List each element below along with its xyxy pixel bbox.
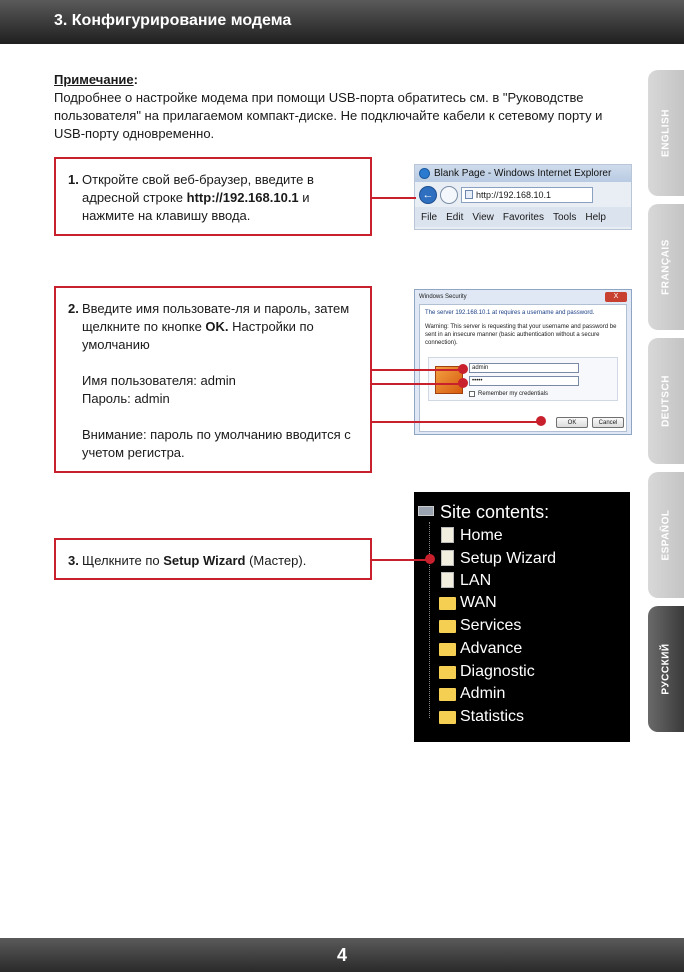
warning-text: Внимание: пароль по умолчанию вводится с учетом регистра. bbox=[82, 427, 351, 460]
folder-icon bbox=[439, 666, 456, 679]
tab-label: ENGLISH bbox=[660, 109, 672, 157]
browser-nav bbox=[415, 182, 631, 207]
connector-line bbox=[372, 369, 464, 371]
note-heading-text: Примечание bbox=[54, 72, 134, 87]
menu-view[interactable]: View bbox=[472, 211, 494, 223]
site-contents-title: Site contents: bbox=[440, 502, 550, 522]
site-item-statistics[interactable]: Statistics bbox=[460, 708, 525, 725]
connector-line bbox=[372, 421, 542, 423]
connector-line bbox=[372, 383, 464, 385]
close-icon[interactable]: X bbox=[605, 292, 627, 302]
page-icon bbox=[441, 550, 454, 566]
site-item-services[interactable]: Services bbox=[460, 617, 522, 634]
step-number: 2. bbox=[68, 301, 79, 316]
page-icon bbox=[465, 190, 473, 199]
tree-root-icon bbox=[418, 506, 434, 516]
folder-icon bbox=[439, 688, 456, 701]
site-item-advance[interactable]: Advance bbox=[460, 640, 523, 657]
page-number: 4 bbox=[336, 945, 347, 965]
tab-english[interactable] bbox=[648, 70, 684, 196]
header-bar bbox=[0, 0, 684, 44]
tab-espanol[interactable] bbox=[648, 472, 684, 598]
connector-dot bbox=[536, 416, 546, 426]
connector-dot bbox=[458, 364, 468, 374]
section-title: 3. Конфигурирование модема bbox=[54, 12, 292, 29]
browser-window bbox=[414, 164, 632, 230]
connector-line bbox=[372, 559, 428, 561]
note-heading bbox=[54, 72, 138, 87]
folder-icon bbox=[439, 597, 456, 610]
page-icon bbox=[441, 572, 454, 588]
step-setup-wizard: Setup Wizard bbox=[163, 553, 246, 568]
checkbox-icon[interactable] bbox=[469, 391, 475, 397]
dialog-warning: Warning: This server is requesting that your username and password be sent in an insecure manner (basic authentication without a secure connection). bbox=[425, 324, 617, 346]
step-text bbox=[82, 171, 360, 225]
step-number: 1. bbox=[68, 172, 79, 187]
site-contents-panel bbox=[414, 492, 630, 742]
tab-russian[interactable] bbox=[648, 606, 684, 732]
back-icon[interactable]: ← bbox=[419, 186, 437, 204]
step-text-b: и нажмите на клавишу ввода. bbox=[82, 190, 310, 223]
tab-label: FRANÇAIS bbox=[660, 239, 672, 295]
tab-label: DEUTSCH bbox=[660, 375, 672, 427]
folder-icon bbox=[439, 620, 456, 633]
password-line: Пароль: admin bbox=[82, 391, 170, 406]
dialog-title: Windows Security bbox=[419, 293, 467, 300]
address-bar[interactable] bbox=[461, 187, 593, 203]
site-item-diagnostic[interactable]: Diagnostic bbox=[460, 663, 535, 680]
step-2-box bbox=[54, 286, 372, 473]
tab-label: РУССКИЙ bbox=[660, 643, 672, 695]
dialog-message: The server 192.168.10.1 at requires a username and password. bbox=[425, 310, 595, 316]
step-text-a: Введите имя пользовате-ля и пароль, затем щелкните по кнопке bbox=[82, 301, 350, 334]
cancel-button[interactable]: Cancel bbox=[592, 417, 624, 428]
ok-button[interactable]: OK bbox=[556, 417, 588, 428]
connector-dot bbox=[425, 554, 435, 564]
note-body: Подробнее о настройке модема при помощи USB-порта обратитесь см. в "Руководстве пользователя" на прилагаемом компакт-диске. Не подключайте кабели к сетевому порту и USB-порту одновременно. bbox=[54, 90, 603, 141]
folder-icon bbox=[439, 711, 456, 724]
forward-icon[interactable] bbox=[440, 186, 458, 204]
security-dialog bbox=[414, 289, 632, 435]
step-text-a: Откройте свой веб-браузер, введите в адресной строке bbox=[82, 172, 314, 205]
tab-francais[interactable] bbox=[648, 204, 684, 330]
note-heading-colon: : bbox=[133, 72, 138, 87]
username-line: Имя пользователя: admin bbox=[82, 373, 236, 388]
dialog-body bbox=[419, 304, 627, 432]
address-text: http://192.168.10.1 bbox=[476, 189, 552, 200]
step-ok: OK. bbox=[205, 319, 229, 334]
step-text-b: (Мастер). bbox=[245, 553, 307, 568]
tree-line bbox=[429, 522, 430, 718]
username-field[interactable]: admin bbox=[469, 363, 579, 373]
ie-logo-icon bbox=[419, 168, 430, 179]
password-field[interactable]: ••••• bbox=[469, 376, 579, 386]
browser-title-bar bbox=[415, 165, 631, 182]
step-number: 3. bbox=[68, 553, 79, 568]
step-text-b: Настройки по умолчанию bbox=[82, 319, 314, 352]
site-item-admin[interactable]: Admin bbox=[460, 685, 506, 702]
step-3-box bbox=[54, 538, 372, 580]
menu-help[interactable]: Help bbox=[585, 211, 606, 223]
tab-label: ESPAÑOL bbox=[660, 509, 672, 561]
browser-title: Blank Page - Windows Internet Explorer bbox=[434, 168, 612, 179]
site-item-wan[interactable]: WAN bbox=[460, 594, 497, 611]
step-1-box bbox=[54, 157, 372, 236]
menu-file[interactable]: File bbox=[421, 211, 438, 223]
remember-label: Remember my credentials bbox=[478, 391, 549, 397]
folder-icon bbox=[439, 643, 456, 656]
remember-checkbox[interactable] bbox=[469, 390, 548, 398]
step-text bbox=[82, 552, 360, 570]
menu-favorites[interactable]: Favorites bbox=[502, 211, 544, 223]
connector-dot bbox=[458, 378, 468, 388]
site-item-setup-wizard[interactable]: Setup Wizard bbox=[460, 550, 557, 567]
menu-tools[interactable]: Tools bbox=[552, 211, 577, 223]
page-icon bbox=[441, 527, 454, 543]
menu-edit[interactable]: Edit bbox=[446, 211, 464, 223]
step-text-a: Щелкните по bbox=[82, 553, 164, 568]
tab-deutsch[interactable] bbox=[648, 338, 684, 464]
site-item-lan[interactable]: LAN bbox=[460, 572, 492, 589]
step-text bbox=[82, 300, 360, 354]
connector-line bbox=[372, 197, 416, 199]
step-url: http://192.168.10.1 bbox=[186, 190, 299, 205]
dialog-title-bar bbox=[415, 290, 631, 303]
browser-menu bbox=[415, 207, 631, 227]
credentials-panel bbox=[428, 357, 618, 401]
site-item-home[interactable]: Home bbox=[460, 527, 503, 544]
